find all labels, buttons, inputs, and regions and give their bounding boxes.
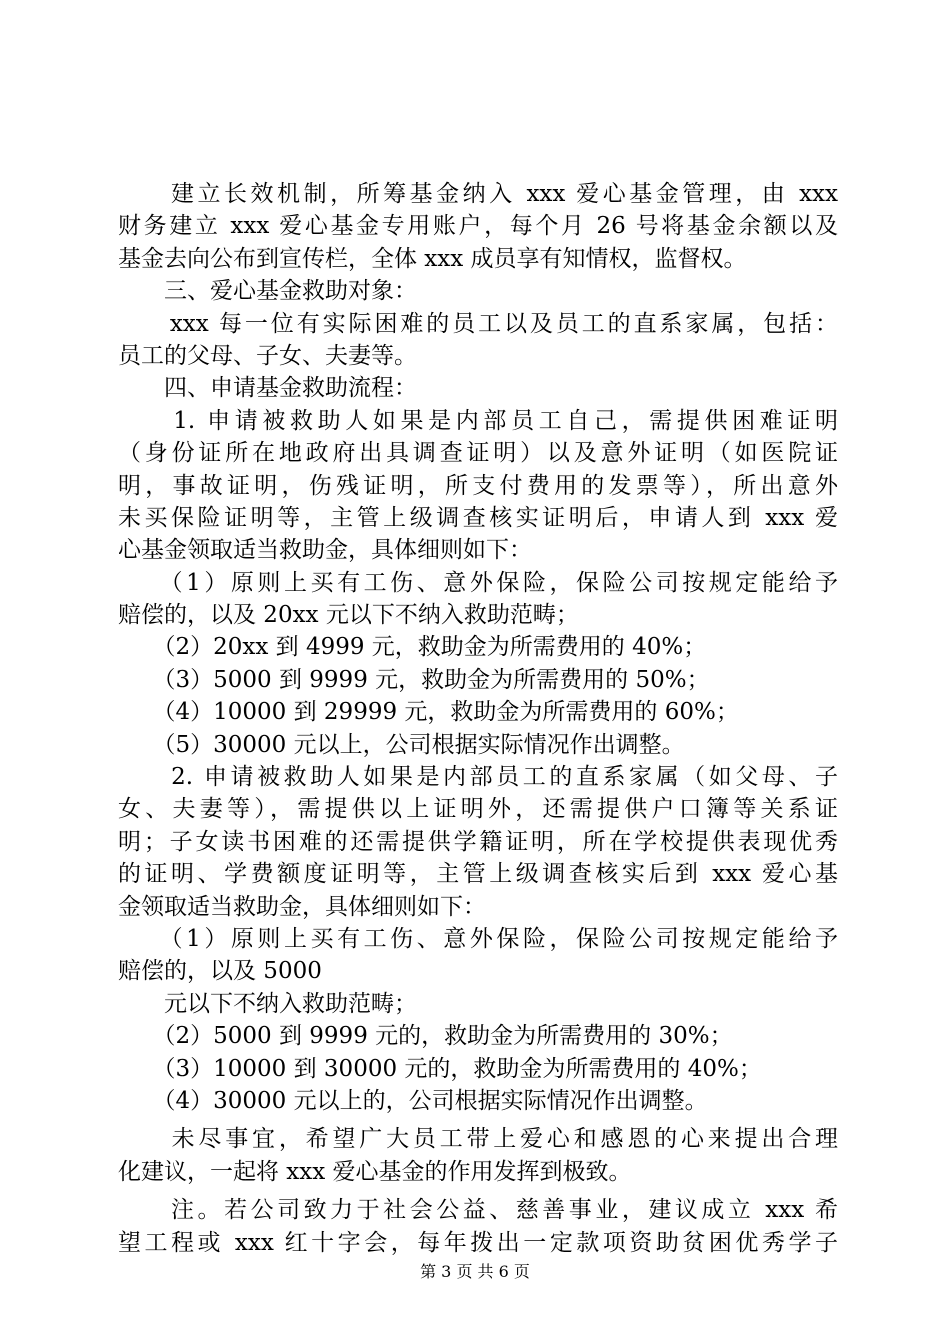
text-line: （身份证所在地政府出具调查证明）以及意外证明（如医院证 — [118, 440, 838, 467]
text-line: （3）10000 到 30000 元的，救助金为所需费用的 40%； — [118, 1055, 762, 1082]
text-line: 未尽事宜，希望广大员工带上爱心和感恩的心来提出合理 — [118, 1126, 838, 1153]
text-line: （5）30000 元以上，公司根据实际情况作出调整。 — [118, 731, 685, 758]
text-line: 员工的父母、子女、夫妻等。 — [118, 342, 417, 369]
text-line: 2. 申请被救助人如果是内部员工的直系家属（如父母、子 — [118, 764, 838, 791]
text-line: （2）5000 到 9999 元的，救助金为所需费用的 30%； — [118, 1023, 733, 1050]
text-line: 1. 申请被救助人如果是内部员工自己，需提供困难证明 — [118, 407, 838, 434]
text-line: （1）原则上买有工伤、意外保险，保险公司按规定能给予 — [118, 925, 838, 952]
text-line: 赔偿的，以及 5000 — [118, 958, 322, 985]
text-line: 明；子女读书困难的还需提供学籍证明，所在学校提供表现优秀 — [118, 828, 838, 855]
page-footer: 第 3 页 共 6 页 — [420, 1262, 530, 1281]
text-line: （2）20xx 到 4999 元，救助金为所需费用的 40%； — [118, 634, 707, 661]
text-line: 三、爱心基金救助对象： — [118, 278, 417, 305]
text-line: （3）5000 到 9999 元，救助金为所需费用的 50%； — [118, 666, 710, 693]
text-line: 女、夫妻等），需提供以上证明外，还需提供户口簿等关系证 — [118, 796, 838, 823]
text-line: 财务建立 xxx 爱心基金专用账户，每个月 26 号将基金余额以及 — [118, 213, 838, 240]
text-line: 明，事故证明，伤残证明，所支付费用的发票等），所出意外 — [118, 472, 838, 499]
text-line: 四、申请基金救助流程： — [118, 375, 417, 402]
text-line: 心基金领取适当救助金，具体细则如下： — [118, 537, 532, 564]
text-line: （1）原则上买有工伤、意外保险，保险公司按规定能给予 — [118, 569, 838, 596]
text-line: xxx 每一位有实际困难的员工以及员工的直系家属，包括： — [118, 310, 838, 337]
text-line: 的证明、学费额度证明等，主管上级调查核实后到 xxx 爱心基 — [118, 861, 838, 888]
text-line: 赔偿的，以及 20xx 元以下不纳入救助范畴； — [118, 602, 579, 629]
text-line: 化建议，一起将 xxx 爱心基金的作用发挥到极致。 — [118, 1158, 632, 1185]
text-line: 未买保险证明等，主管上级调查核实证明后，申请人到 xxx 爱 — [118, 504, 838, 531]
text-line: 基金去向公布到宣传栏，全体 xxx 成员享有知情权，监督权。 — [118, 245, 747, 272]
text-line: 注。若公司致力于社会公益、慈善事业，建议成立 xxx 希 — [118, 1197, 838, 1224]
text-line: （4）30000 元以上的，公司根据实际情况作出调整。 — [118, 1087, 708, 1114]
text-line: 望工程或 xxx 红十字会，每年拨出一定款项资助贫困优秀学子 — [118, 1229, 838, 1256]
document-body — [118, 178, 838, 1259]
text-line: 金领取适当救助金，具体细则如下： — [118, 893, 486, 920]
text-line: 建立长效机制，所筹基金纳入 xxx 爱心基金管理，由 xxx — [118, 181, 838, 207]
text-line: （4）10000 到 29999 元，救助金为所需费用的 60%； — [118, 699, 739, 726]
text-line: 元以下不纳入救助范畴； — [118, 990, 417, 1017]
